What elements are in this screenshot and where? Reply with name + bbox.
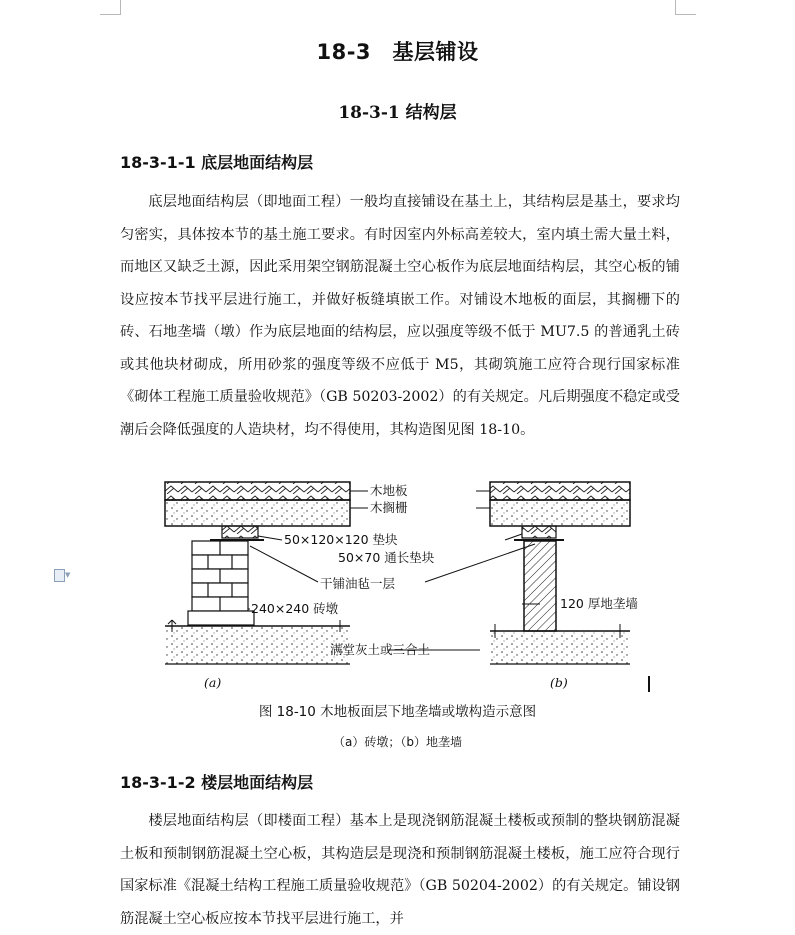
label-floorboard: 木地板 (370, 483, 408, 498)
label-pier: 240×240 砖墩 (251, 601, 339, 616)
figure-caption: 图 18-10 木地板面层下地垄墙或墩构造示意图 (258, 704, 537, 720)
page-corner-mark (675, 0, 696, 15)
paragraph: 底层地面结构层（即地面工程）一般均直接铺设在基土上，其结构层是基土，要求均匀密实，具体按本节的基土施工要求。有时因室内外标高差较大，室内填土需大量土料，而地区又缺乏土源，因此采用架空钢筋混凝土空心板作为底层地面结构层，其空心板的铺设应按本节找平层进行施工，并做好板缝填嵌工作。对铺设木地板的面层，其搁栅下的砖、石地垄墙（墩）作为底层地面的结构层，应以强度等级不低于 MU7.5 的普通乳土砖或其他块材砌成，所用砂浆的强度等级不应低于 M5，其砌筑施工应符合现行国家标准《砌体工程施工质量验收规范》（GB 50203-2002）的有关规定。凡后期强度不稳定或受潮后会降低强度的人造块材，均不得使用，其构造图见图 18-10。 (120, 194, 680, 438)
diagram-a (165, 482, 350, 664)
label-wall: 120 厚地垄墙 (560, 596, 638, 611)
label-felt: 干铺油毡一层 (320, 576, 396, 591)
diagram-b (490, 482, 630, 664)
page-corner-mark (100, 0, 121, 15)
label-b: (b) (550, 675, 568, 690)
label-a: (a) (204, 675, 222, 690)
text-cursor (648, 676, 650, 692)
page-title: 18-3 基层铺设 (316, 40, 479, 64)
section-heading: 18-3-1-1 底层地面结构层 (120, 153, 314, 172)
label-joist: 木搁栅 (370, 500, 408, 515)
label-pad1: 50×120×120 垫块 (284, 532, 398, 547)
label-pad2: 50×70 通长垫块 (338, 550, 435, 565)
section-title: 18-3-1 结构层 (338, 103, 457, 123)
figure-subcaption: （a）砖墩；（b）地垄墙 (333, 735, 462, 749)
section-heading: 18-3-1-2 楼层地面结构层 (120, 773, 314, 792)
document-icon[interactable]: ▼ (54, 568, 70, 582)
paragraph: 楼层地面结构层（即楼面工程）基本上是现浇钢筋混凝土楼板或预制的整块钢筋混凝土板和预制钢筋混凝土空心板，其构造层是现浇和预制钢筋混凝土楼板，施工应符合现行国家标准《混凝土结构工程施工质量验收规范》（GB 50204-2002）的有关规定。铺设钢筋混凝土空心板应按本节找平层进行施工，并 (120, 813, 680, 927)
figure-18-10 (150, 474, 650, 694)
label-base: 满堂灰土或三合土 (330, 642, 431, 657)
